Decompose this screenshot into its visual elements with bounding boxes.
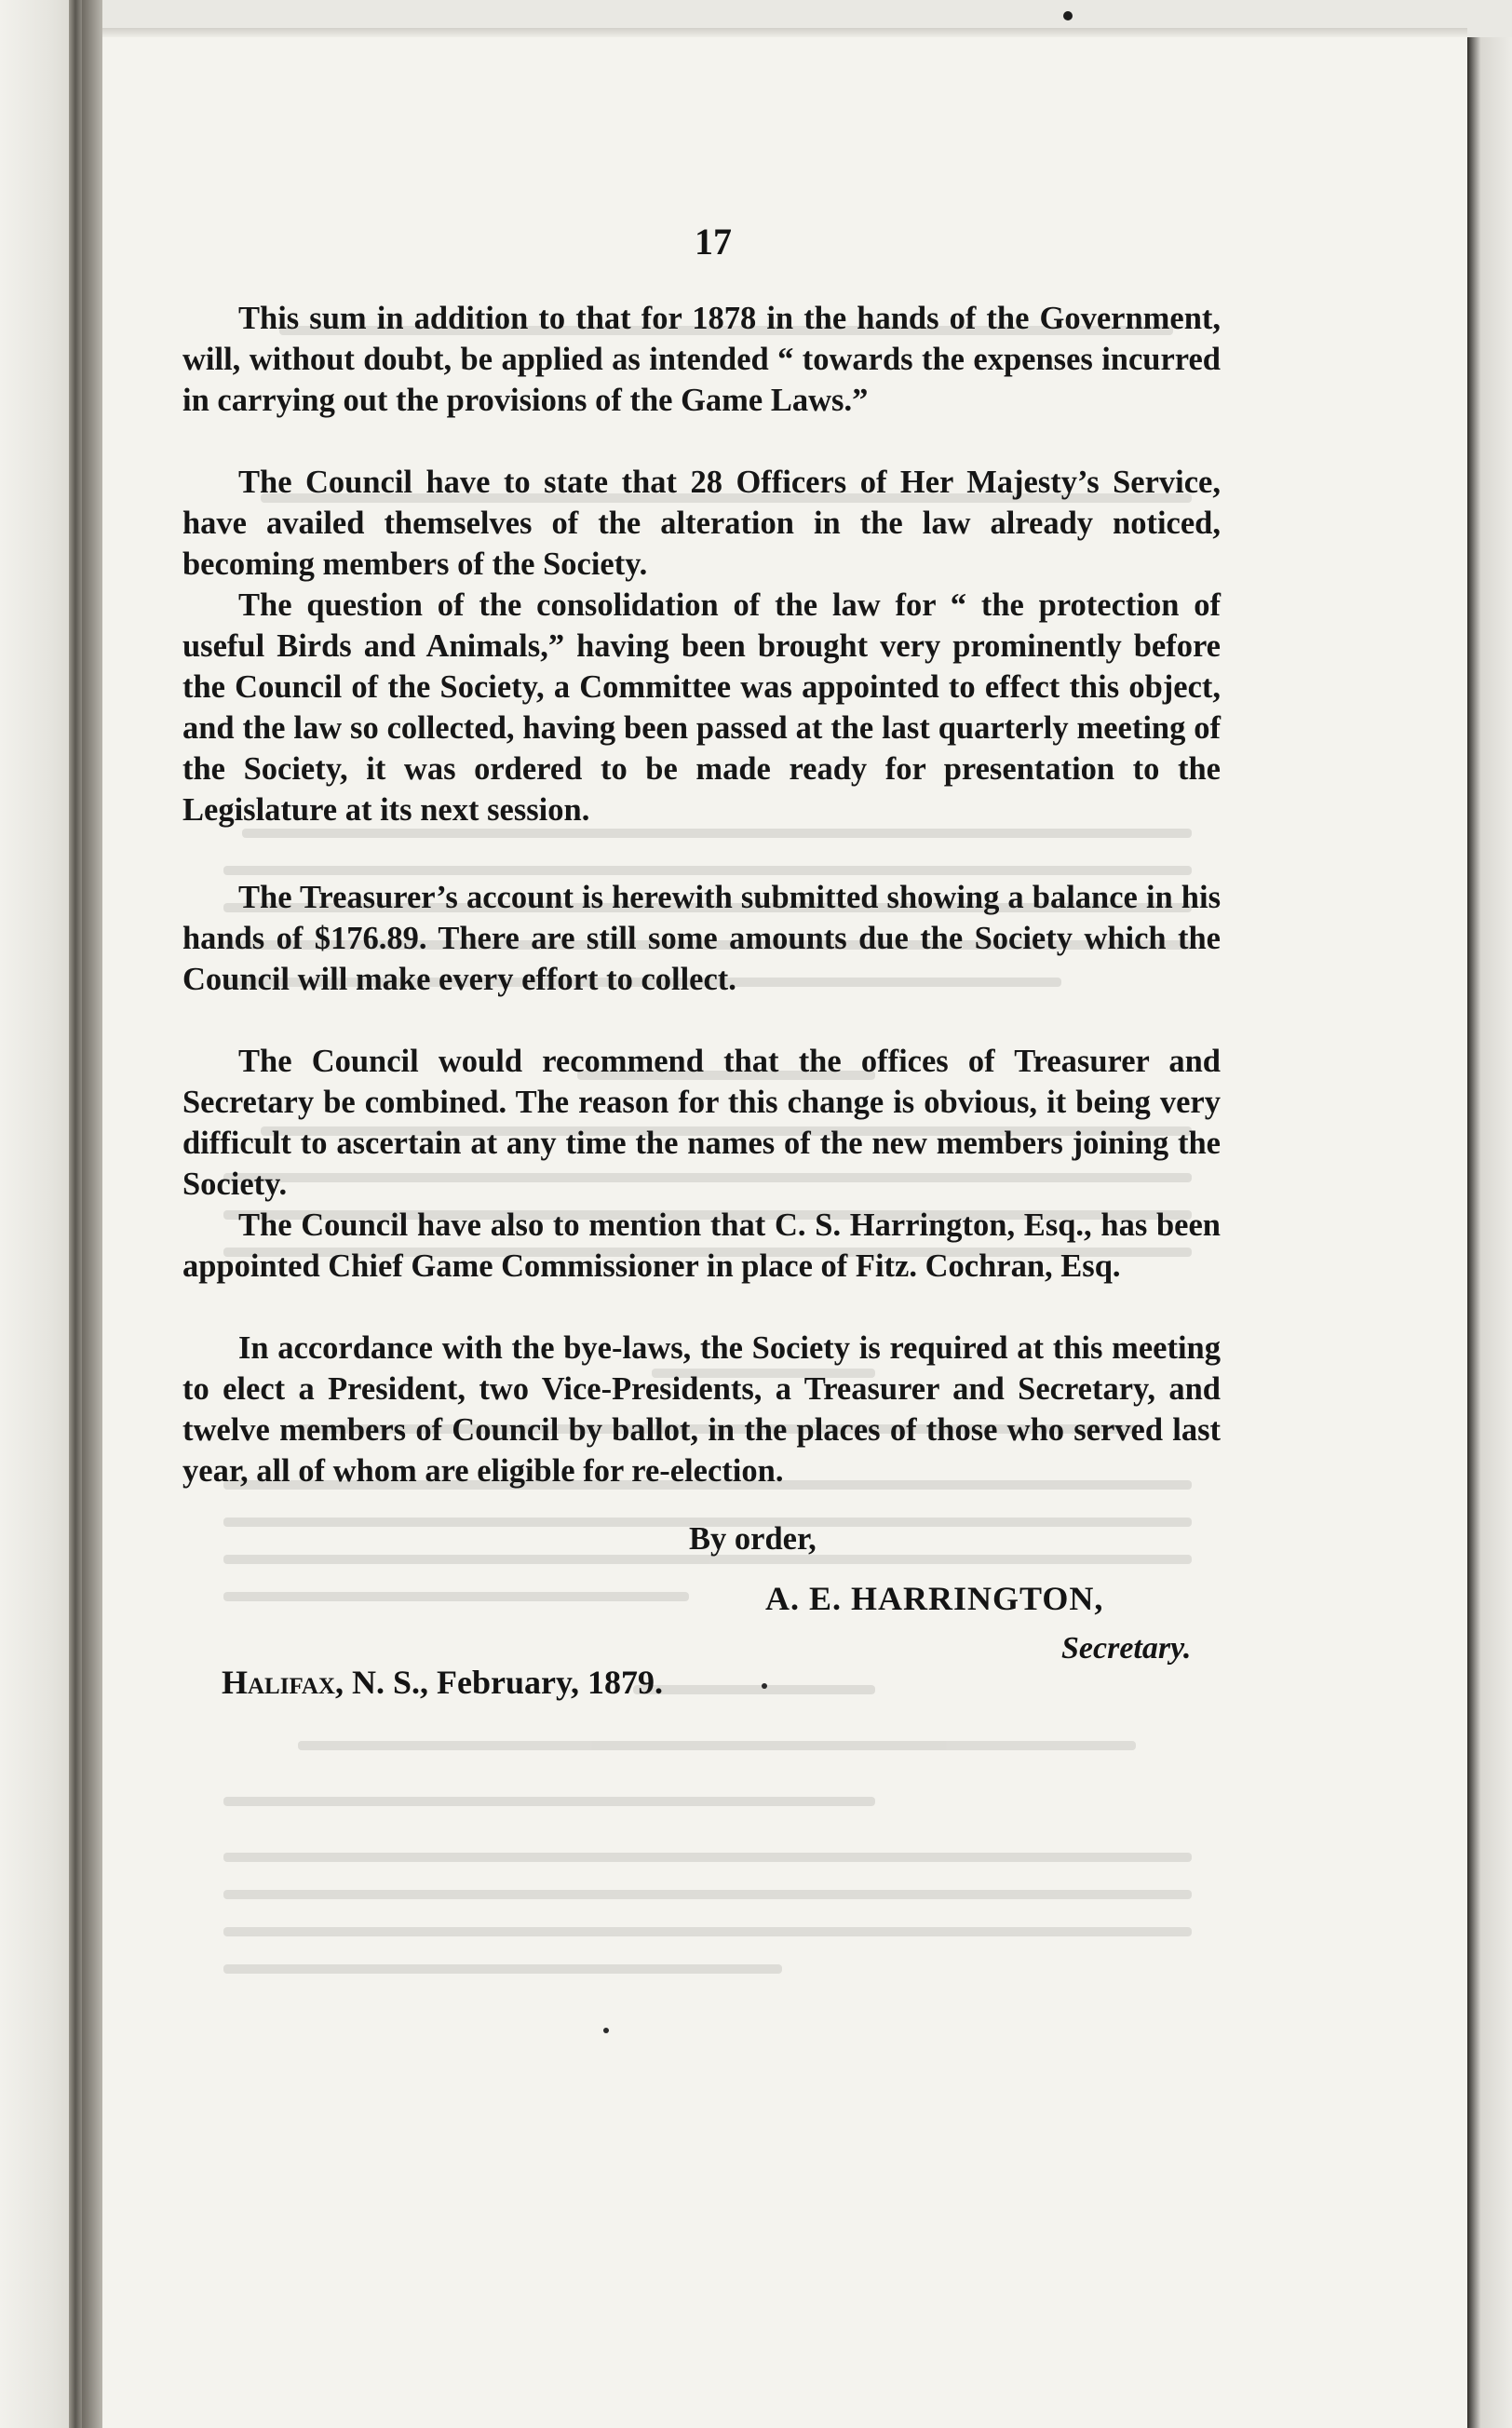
- paragraph-officers-members: The Council have to state that 28 Officers of Her Majesty’s Service, have availed themselves of the alteration in the law already noticed, becoming members of the Society.: [182, 465, 1221, 582]
- paragraph-law-consolidation: The question of the consolidation of the law for “ the protection of useful Birds and Animals,” having been brought very prominently before the Council of the Society, a Committee was appointed to effect this object, and the law so collected, having been passed at the last quarterly meeting of the Society, it was ordered to be made ready for presentation to the Legislature at its next session.: [182, 587, 1221, 828]
- paragraph-game-laws-sum: This sum in addition to that for 1878 in the hands of the Government, will, without doubt, be applied as intended “ towards the expenses incurred in carrying out the provisions of the Game Laws.”: [182, 301, 1221, 418]
- ink-speck: [1063, 11, 1073, 20]
- place-and-date: [222, 1663, 663, 1702]
- book-spine-shadow: [69, 0, 82, 2428]
- by-order-line: By order,: [689, 1521, 817, 1557]
- ink-speck: [762, 1683, 767, 1689]
- paragraph-game-commissioner: The Council have also to mention that C. S. Harrington, Esq., has been appointed Chief Game Commissioner in place of Fitz. Cochran, Esq.: [182, 1207, 1221, 1284]
- place-name: Halifax: [222, 1664, 335, 1701]
- page-right-edge: [1467, 37, 1512, 2428]
- place-date: , N. S., February, 1879.: [334, 1664, 663, 1701]
- paragraph-election: In accordance with the bye-laws, the Society is required at this meeting to elect a President, two Vice-Presidents, a Treasurer and Secretary, and twelve members of Council by ballot, in the places of those who served last year, all of whom are eligible for re-election.: [182, 1330, 1221, 1489]
- paragraph-treasurer-account: The Treasurer’s account is herewith submitted showing a balance in his hands of $176.89. There are still some amounts due the Society which the Council will make every effort to collect.: [182, 880, 1221, 997]
- signatory-name: A. E. HARRINGTON,: [765, 1580, 1104, 1617]
- paragraph-combine-offices: The Council would recommend that the offices of Treasurer and Secretary be combined. The reason for this change is obvious, it being very difficult to ascertain at any time the names of the new members joining the Society.: [182, 1044, 1221, 1202]
- page-number: 17: [695, 221, 732, 263]
- signatory-title: Secretary.: [1061, 1631, 1192, 1666]
- page-gutter: [82, 0, 102, 2428]
- ink-speck: [603, 2028, 609, 2033]
